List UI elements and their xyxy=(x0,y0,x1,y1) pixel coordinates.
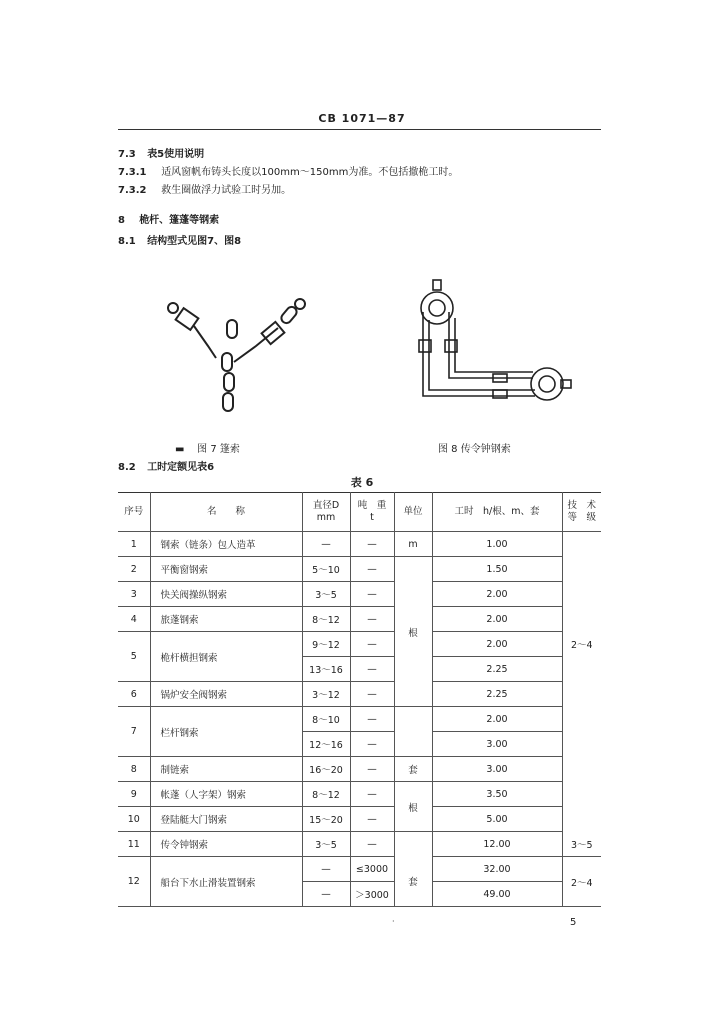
header-tonnage-unit: t xyxy=(370,512,374,523)
cell-hours: 2.00 xyxy=(432,632,562,657)
cell-unit: m xyxy=(394,532,432,557)
cell-unit xyxy=(394,832,432,857)
cell-diameter: 5～10 xyxy=(302,557,350,582)
cell-diameter: — xyxy=(302,532,350,557)
header-diameter-label: 直径D xyxy=(312,500,340,511)
cell-tonnage: — xyxy=(350,732,394,757)
cell-unit xyxy=(394,732,432,757)
fig7-top-link xyxy=(227,320,237,338)
cell-tonnage: ＞3000 xyxy=(350,882,394,907)
cell-diameter: 3～12 xyxy=(302,682,350,707)
clause-number: 7.3.2 xyxy=(118,185,147,196)
cell-hours: 3.50 xyxy=(432,782,562,807)
table-row xyxy=(118,557,601,582)
cell-name: 制链索 xyxy=(150,757,302,782)
table-row xyxy=(118,632,601,657)
cell-hours: 2.25 xyxy=(432,682,562,707)
cell-tonnage: — xyxy=(350,607,394,632)
cell-diameter: 16～20 xyxy=(302,757,350,782)
section-number: 8.1 xyxy=(118,236,136,247)
section-title: 表5使用说明 xyxy=(147,149,205,160)
figure-8-caption: 图 8 传令钟钢索 xyxy=(438,444,511,455)
header-seq: 序号 xyxy=(118,493,150,532)
cell-unit: 套 xyxy=(394,757,432,782)
fig8-top-mount xyxy=(433,280,441,290)
fig8-rope-innermost xyxy=(455,318,533,372)
fig8-rope-mid xyxy=(429,320,535,390)
cell-seq: 12 xyxy=(118,857,150,907)
header-diameter xyxy=(302,493,350,532)
cell-name: 帐蓬（人字架）钢索 xyxy=(150,782,302,807)
table-row xyxy=(118,582,601,607)
cell-hours: 32.00 xyxy=(432,857,562,882)
cell-tonnage: — xyxy=(350,832,394,857)
figure-7-caption: 图 7 篷索 xyxy=(197,444,240,455)
cell-seq: 8 xyxy=(118,757,150,782)
cell-hours: 1.50 xyxy=(432,557,562,582)
cell-tonnage: — xyxy=(350,782,394,807)
header-unit: 单位 xyxy=(394,493,432,532)
table-row xyxy=(118,707,601,732)
section-title: 工时定额见表6 xyxy=(147,462,215,473)
cell-unit: 根 xyxy=(394,782,432,832)
cell-diameter: 3～5 xyxy=(302,832,350,857)
cell-tonnage: — xyxy=(350,632,394,657)
cell-unit: 根 xyxy=(394,557,432,707)
cell-diameter: 13～16 xyxy=(302,657,350,682)
header-tonnage xyxy=(350,493,394,532)
fig7-left-eye xyxy=(168,303,178,313)
cell-tonnage: — xyxy=(350,707,394,732)
cell-hours: 3.00 xyxy=(432,757,562,782)
figure-8-drawing xyxy=(405,278,575,413)
cell-seq: 2 xyxy=(118,557,150,582)
cell-diameter: — xyxy=(302,882,350,907)
section-7-3-heading xyxy=(118,145,204,160)
table-6-title: 表 6 xyxy=(350,476,374,489)
cell-grade: 3～5 xyxy=(562,832,601,857)
header-grade xyxy=(562,493,601,532)
cell-tonnage: — xyxy=(350,557,394,582)
footer-dot: · xyxy=(392,917,395,926)
cell-seq: 3 xyxy=(118,582,150,607)
cell-seq: 5 xyxy=(118,632,150,682)
cell-diameter: 15～20 xyxy=(302,807,350,832)
cell-name: 船台下水止滑装置钢索 xyxy=(150,857,302,907)
cell-tonnage: — xyxy=(350,582,394,607)
cell-tonnage: — xyxy=(350,532,394,557)
cell-seq: 7 xyxy=(118,707,150,757)
table-row xyxy=(118,532,601,557)
cell-hours: 1.00 xyxy=(432,532,562,557)
table-6 xyxy=(118,492,601,907)
figure-7-drawing xyxy=(160,290,330,415)
clause-7-3-2 xyxy=(118,181,291,196)
cell-hours: 2.00 xyxy=(432,707,562,732)
clause-number: 7.3.1 xyxy=(118,167,147,178)
table-row xyxy=(118,682,601,707)
cell-tonnage: — xyxy=(350,757,394,782)
cell-grade: 2～4 xyxy=(562,857,601,907)
section-number: 7.3 xyxy=(118,149,136,160)
fig7-left-rope xyxy=(194,326,216,358)
table-row xyxy=(118,607,601,632)
cell-name: 登陆艇大门钢索 xyxy=(150,807,302,832)
header-grade-line1: 技 术 xyxy=(567,500,596,511)
cell-seq: 10 xyxy=(118,807,150,832)
cell-grade: 2～4 xyxy=(562,532,601,757)
header-rule xyxy=(118,129,601,130)
cell-name: 快关阀操纵钢索 xyxy=(150,582,302,607)
cell-seq: 6 xyxy=(118,682,150,707)
section-8-2-heading xyxy=(118,458,214,473)
section-title: 结构型式见图7、图8 xyxy=(147,236,242,247)
clause-7-3-1 xyxy=(118,163,458,178)
figure-7-caption-line xyxy=(175,440,240,455)
cell-unit: 套 xyxy=(394,857,432,907)
cell-tonnage: — xyxy=(350,807,394,832)
cell-name: 平衡窗钢索 xyxy=(150,557,302,582)
cell-name: 传令钟钢索 xyxy=(150,832,302,857)
cell-seq: 1 xyxy=(118,532,150,557)
cell-name: 锅炉安全阀钢索 xyxy=(150,682,302,707)
fig8-rope-inner xyxy=(449,312,533,378)
section-8-heading xyxy=(118,211,219,226)
fig7-right-eye xyxy=(295,299,305,309)
cell-hours: 2.00 xyxy=(432,582,562,607)
table-row xyxy=(118,857,601,882)
cell-name: 钢索（链条）包人造革 xyxy=(150,532,302,557)
fig7-right-rope xyxy=(234,328,278,362)
cell-diameter: 8～12 xyxy=(302,607,350,632)
figure-7-mark: ▬ xyxy=(175,444,185,455)
table-row xyxy=(118,832,601,857)
header-hours: 工时 h/根、m、套 xyxy=(432,493,562,532)
fig8-bottom-sheave-hub xyxy=(539,376,555,392)
clause-text: 救生圈做浮力试验工时另加。 xyxy=(161,185,292,196)
header-name: 名 称 xyxy=(150,493,302,532)
section-number: 8.2 xyxy=(118,462,136,473)
table-row xyxy=(118,807,601,832)
cell-diameter: 3～5 xyxy=(302,582,350,607)
fig7-link-2 xyxy=(224,373,234,391)
cell-diameter: 8～10 xyxy=(302,707,350,732)
cell-hours: 49.00 xyxy=(432,882,562,907)
header-grade-line2: 等 级 xyxy=(567,512,596,523)
fig8-bottom-sheave xyxy=(531,368,563,400)
cell-diameter: 8～12 xyxy=(302,782,350,807)
cell-name: 栏杆钢索 xyxy=(150,707,302,757)
cell-tonnage: — xyxy=(350,682,394,707)
cell-seq: 11 xyxy=(118,832,150,857)
section-title: 桅杆、篷蓬等钢索 xyxy=(139,215,220,226)
cell-hours: 2.25 xyxy=(432,657,562,682)
header-diameter-unit: mm xyxy=(316,512,336,523)
fig8-rope-outer xyxy=(423,312,535,396)
cell-hours: 3.00 xyxy=(432,732,562,757)
cell-seq: 4 xyxy=(118,607,150,632)
cell-diameter: — xyxy=(302,857,350,882)
cell-grade xyxy=(562,757,601,832)
cell-diameter: 12～16 xyxy=(302,732,350,757)
cell-name: 桅杆横担钢索 xyxy=(150,632,302,682)
cell-name: 旅蓬钢索 xyxy=(150,607,302,632)
header-tonnage-label: 吨 重 xyxy=(357,500,387,511)
table-row xyxy=(118,757,601,782)
cell-unit xyxy=(394,707,432,732)
fig8-top-sheave-hub xyxy=(429,300,445,316)
cell-diameter: 9～12 xyxy=(302,632,350,657)
table-row xyxy=(118,782,601,807)
document-header-code: CB 1071—87 xyxy=(318,112,406,125)
cell-tonnage: ≤3000 xyxy=(350,857,394,882)
cell-seq: 9 xyxy=(118,782,150,807)
cell-hours: 12.00 xyxy=(432,832,562,857)
cell-hours: 5.00 xyxy=(432,807,562,832)
cell-tonnage: — xyxy=(350,657,394,682)
fig7-link-3 xyxy=(223,393,233,411)
clause-text: 适风窗帆布铸头长度以100mm～150mm为准。不包括撤桅工时。 xyxy=(161,167,459,178)
section-number: 8 xyxy=(118,215,125,226)
cell-hours: 2.00 xyxy=(432,607,562,632)
section-8-1-heading xyxy=(118,232,241,247)
page-number: 5 xyxy=(570,917,577,928)
table-header-row xyxy=(118,493,601,532)
fig7-link-1 xyxy=(222,353,232,371)
